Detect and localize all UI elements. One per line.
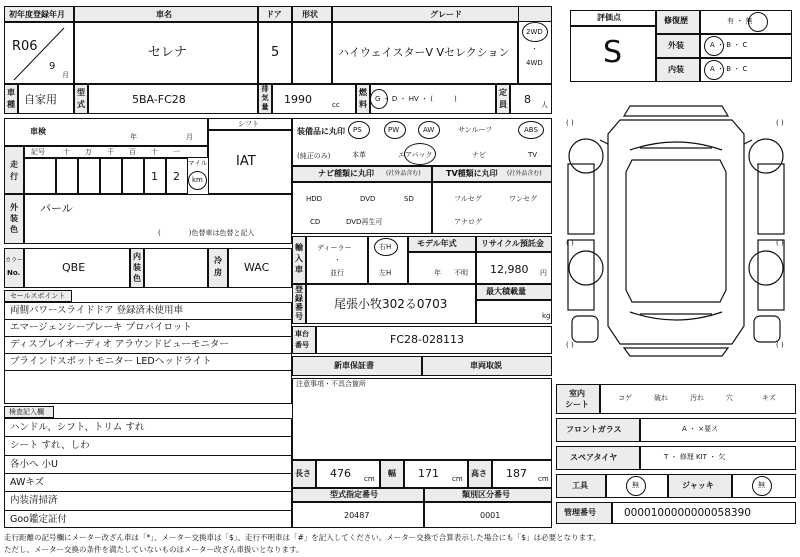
displacement-value: 1990: [284, 93, 312, 106]
grade-label: グレード: [430, 10, 462, 19]
control-label: 管理番号: [564, 508, 596, 517]
type-value: 5BA-FC28: [132, 93, 186, 106]
mileage-sign-cell: [24, 158, 56, 194]
tools-value: 無: [632, 481, 639, 489]
seat-item: コゲ: [618, 394, 632, 402]
reg-year-month-unit: 月: [62, 71, 69, 79]
mileage-digit-value: 2: [173, 170, 180, 183]
intcolor-label-3: 色: [133, 274, 141, 283]
capacity-unit: 人: [541, 101, 548, 109]
intcolor-label-2: 装: [133, 263, 141, 272]
insp-divider: [4, 510, 292, 511]
insp-note: Goo鑑定証付: [10, 513, 67, 525]
sales-divider: [4, 319, 292, 320]
diagram-mark-4: ( ): [776, 239, 784, 247]
usage-value: 自家用: [24, 93, 57, 106]
disp-label-2: 気: [261, 94, 269, 102]
color-value: パール: [40, 202, 73, 215]
fuel-label-1: 燃: [359, 88, 367, 97]
repair-circle: [748, 12, 768, 32]
chassis-value: FC28-028113: [390, 333, 464, 346]
sales-label: セールスポイント: [10, 292, 66, 300]
seat-label-1: 室内: [569, 389, 585, 398]
recycle-value: 12,980: [490, 263, 529, 276]
equip-abs: ABS: [524, 126, 538, 134]
insp-divider: [4, 473, 292, 474]
score-value: S: [603, 35, 623, 70]
insp-note: 内装清掃済: [10, 495, 58, 507]
nav-sub: (社外品含む): [386, 170, 421, 177]
type-label-2: 式: [77, 100, 85, 109]
mileage-label-2: 行: [10, 172, 18, 181]
length-unit: cm: [364, 475, 375, 483]
manual-label: 車両取説: [470, 361, 502, 370]
insp-divider: [4, 436, 292, 437]
interior-label: 内装: [668, 65, 684, 74]
height-value: 187: [506, 467, 527, 480]
sales-divider: [4, 370, 292, 371]
sales-divider: [4, 353, 292, 354]
door-value: 5: [271, 45, 280, 60]
equip-ps: PS: [353, 126, 362, 134]
exterior-opts: A ・ B ・ C: [710, 41, 748, 49]
width-label: 幅: [388, 469, 396, 478]
mileage-sign-label: 記号: [31, 148, 45, 156]
plate-label-4: 号: [295, 312, 303, 321]
aircon-label-1: 冷: [214, 256, 222, 265]
category-value: 0001: [480, 511, 501, 520]
spare-label: スペアタイヤ: [570, 453, 618, 462]
sales-divider: [4, 336, 292, 337]
import-label-1: 輸: [295, 243, 303, 252]
insp-note: ハンドル、シフト、トリム すれ: [10, 422, 145, 433]
inspection-year: 年: [130, 133, 137, 141]
capacity-label-1: 定: [499, 88, 507, 97]
import-label-2: 入: [295, 254, 303, 263]
import-dealer: ディーラー: [317, 244, 352, 252]
mileage-digit-label: 一: [173, 148, 180, 156]
recycle-label: リサイクル預託金: [481, 239, 544, 248]
modelspec-label: 型式指定番号: [330, 490, 378, 499]
nav-cd: CD: [310, 218, 321, 226]
insp-divider: [4, 491, 292, 492]
capacity-value: 8: [524, 93, 531, 106]
tv-sub: (社外品含む): [507, 170, 542, 177]
equipment-sub: (純正のみ): [297, 152, 331, 160]
drive-2wd: 2WD: [526, 28, 543, 36]
diagram-mark-3: ( ): [566, 239, 574, 247]
reg-year-label: 初年度登録年月: [9, 10, 65, 19]
mileage-digit-label: 万: [85, 148, 92, 156]
mileage-label-1: 走: [10, 160, 18, 169]
sales-point: エマージェンシーブレーキ プロパイロット: [10, 322, 192, 333]
maxload-cell: [476, 300, 552, 324]
inspection-month: 月: [186, 133, 193, 141]
fuel-opts: G ・ D ・ HV ・ ( ): [375, 95, 457, 103]
grade-value: ハイウェイスターV Vセレクション: [338, 46, 510, 59]
mileage-unit: km: [192, 176, 203, 184]
equip-aw: AW: [423, 126, 435, 134]
seat-item: キズ: [762, 394, 776, 402]
inspection-label: 車検: [30, 127, 46, 136]
mileage-digit-label: 千: [107, 148, 114, 156]
handle-left: 左H: [379, 269, 392, 277]
caution-cell: [292, 378, 552, 460]
insp-divider: [4, 455, 292, 456]
intcolor-cell: [144, 248, 208, 288]
jack-label: ジャッキ: [682, 481, 714, 490]
windshield-label: フロントガラス: [566, 425, 622, 434]
sales-point: ブラインドスポットモニター LEDヘッドライト: [10, 356, 212, 367]
modelspec-value: 20487: [344, 511, 370, 520]
mileage-digit-cell: [100, 158, 122, 194]
capacity-cell: [510, 84, 552, 114]
plate-label-2: 録: [295, 294, 303, 303]
colorno-value: QBE: [62, 261, 86, 274]
door-label: ドア: [266, 10, 282, 19]
reg-year-month: 9: [49, 61, 56, 72]
width-unit: cm: [452, 475, 463, 483]
category-label: 類別区分番号: [462, 490, 510, 499]
tv-analog: アナログ: [454, 218, 482, 226]
plate-value: 尾張小牧302る0703: [334, 297, 448, 311]
maxload-unit: kg: [542, 312, 551, 320]
mileage-digit-value: 1: [151, 170, 158, 183]
equip-sunroof: サンルーフ: [458, 126, 493, 134]
warranty-label: 新車保証書: [334, 361, 374, 370]
nav-label: ナビ種類に丸印: [318, 169, 374, 178]
chassis-label-2: 番号: [295, 341, 309, 349]
model-value: セレナ: [148, 45, 188, 60]
shift-label: シフト: [238, 120, 259, 128]
maxload-label: 最大積載量: [486, 287, 526, 296]
seat-item: 穴: [726, 394, 733, 402]
seat-label-2: シート: [565, 400, 589, 409]
handle-right: 右H: [379, 243, 392, 251]
displacement-unit: cc: [332, 101, 340, 109]
colorno-label-2: No.: [7, 269, 21, 277]
insp-note: シート すれ、しわ: [10, 440, 90, 452]
mileage-label-cell: [4, 146, 24, 194]
capacity-label-2: 員: [499, 100, 507, 109]
shape-label: 形状: [302, 10, 318, 19]
control-value: 0000100000000058390: [624, 507, 751, 519]
mileage-digit-cell: [56, 158, 78, 194]
tv-cell: [432, 182, 552, 234]
nav-dvd: DVD: [360, 195, 376, 203]
mileage-digit-cell: [122, 158, 144, 194]
sales-point: 両側パワースライドドア 登録済未使用車: [10, 305, 183, 316]
exterior-label: 外装: [668, 41, 684, 50]
model-year-unknown: 不明: [454, 269, 468, 277]
tv-label: TV種類に丸印: [446, 169, 498, 178]
mileage-digit-label: 十: [63, 148, 70, 156]
repair-opts: 有 ・ 無: [727, 17, 753, 25]
tv-one: ワンセグ: [509, 195, 537, 203]
mileage-digit-label: 十: [151, 148, 158, 156]
diagram-mark-1: ( ): [566, 119, 574, 127]
insp-notes-label: 検査記入欄: [9, 408, 44, 416]
diagram-mark-2: ( ): [776, 119, 784, 127]
disp-label-1: 排: [261, 85, 269, 93]
drive-dot: ・: [531, 45, 538, 53]
seat-item: 破れ: [654, 394, 668, 402]
mileage-digit-label: 百: [129, 148, 136, 156]
diagram-mark-6: ( ): [776, 341, 784, 349]
footer-line-1: 走行距離の記号欄にメーター改ざん車は「*」、メーター交換車は「$」、走行不明車は「#」を記入してください。メーター交換で合算表示した場合にも「$」は必要となります。: [4, 533, 601, 542]
equip-leather: 本革: [352, 151, 366, 159]
disp-label-3: 量: [261, 103, 269, 111]
nav-sd: SD: [404, 195, 414, 203]
colorno-label-cell: [4, 248, 24, 288]
nav-dvd-play: DVD再生可: [346, 218, 383, 226]
usage-label-2: 種: [7, 100, 15, 109]
model-year-year: 年: [434, 269, 441, 277]
chassis-label-1: 車台: [295, 330, 309, 338]
fuel-label-2: 料: [359, 100, 367, 109]
import-label-3: 車: [295, 265, 303, 274]
windshield-opts: A ・ ×要ス: [682, 425, 719, 433]
type-label-1: 型: [77, 88, 85, 97]
length-label: 長さ: [295, 469, 311, 478]
usage-label-1: 車: [7, 88, 15, 97]
spare-opts: T ・ 修理 KIT ・ 欠: [664, 453, 726, 461]
insp-note: AWキズ: [10, 476, 45, 488]
shift-value: IAT: [236, 154, 256, 169]
equipment-label: 装備品に丸印: [297, 127, 345, 136]
tools-label: 工具: [572, 481, 588, 490]
height-label: 高さ: [471, 469, 487, 478]
colorno-label-1: カラー: [5, 257, 24, 264]
color-label-3: 色: [10, 225, 18, 234]
import-parallel: 並行: [330, 269, 344, 277]
length-value: 476: [330, 467, 351, 480]
mileage-digit-cell: [78, 158, 100, 194]
height-unit: cm: [538, 475, 549, 483]
nav-cell: [292, 182, 432, 234]
equip-navi: ナビ: [472, 151, 486, 159]
footer-line-2: ただし、メーター交換の条件を満たしていないものはメーター改ざん車扱いとなります。: [4, 545, 304, 554]
reg-year-era: R06: [12, 39, 38, 54]
import-dot: ・: [334, 256, 341, 264]
intcolor-label-1: 内: [133, 252, 141, 261]
model-label: 車名: [156, 10, 172, 19]
width-value: 171: [418, 467, 439, 480]
nav-hdd: HDD: [306, 195, 323, 203]
model-year-cell: [408, 252, 476, 284]
equip-airbag: エアバック: [398, 151, 433, 159]
color-note: ( )色替車は色替と記入: [158, 229, 255, 237]
diagram-mark-5: ( ): [566, 341, 574, 349]
plate-label-3: 番: [295, 303, 303, 312]
seat-item: 汚れ: [690, 394, 704, 402]
repair-label: 修復歴: [664, 16, 688, 25]
car-diagram: [560, 100, 792, 364]
model-year-label: モデル年式: [417, 239, 457, 248]
tv-full: フルセグ: [454, 195, 482, 203]
drive-4wd: 4WD: [526, 59, 543, 67]
interior-opts: A ・ B ・ C: [710, 65, 748, 73]
equip-pw: PW: [388, 126, 400, 134]
recycle-unit: 円: [540, 269, 547, 277]
jack-value: 無: [758, 481, 765, 489]
plate-label-1: 登: [295, 285, 303, 294]
mileage-unit-top: マイル: [188, 159, 208, 167]
aircon-value: WAC: [244, 261, 270, 274]
score-label: 評価点: [597, 13, 621, 22]
aircon-label-2: 房: [214, 268, 222, 277]
color-label-1: 外: [10, 203, 18, 212]
equip-tv: TV: [528, 151, 538, 159]
mileage-digits-header: [24, 146, 208, 158]
caution-label: 注意事項・不具合箇所: [296, 380, 366, 388]
insp-note: 各小へ 小U: [10, 458, 58, 470]
color-label-2: 装: [10, 214, 18, 223]
shape-cell: [292, 22, 332, 84]
sales-point: ディスプレイオーディオ アラウンドビューモニター: [10, 339, 229, 350]
